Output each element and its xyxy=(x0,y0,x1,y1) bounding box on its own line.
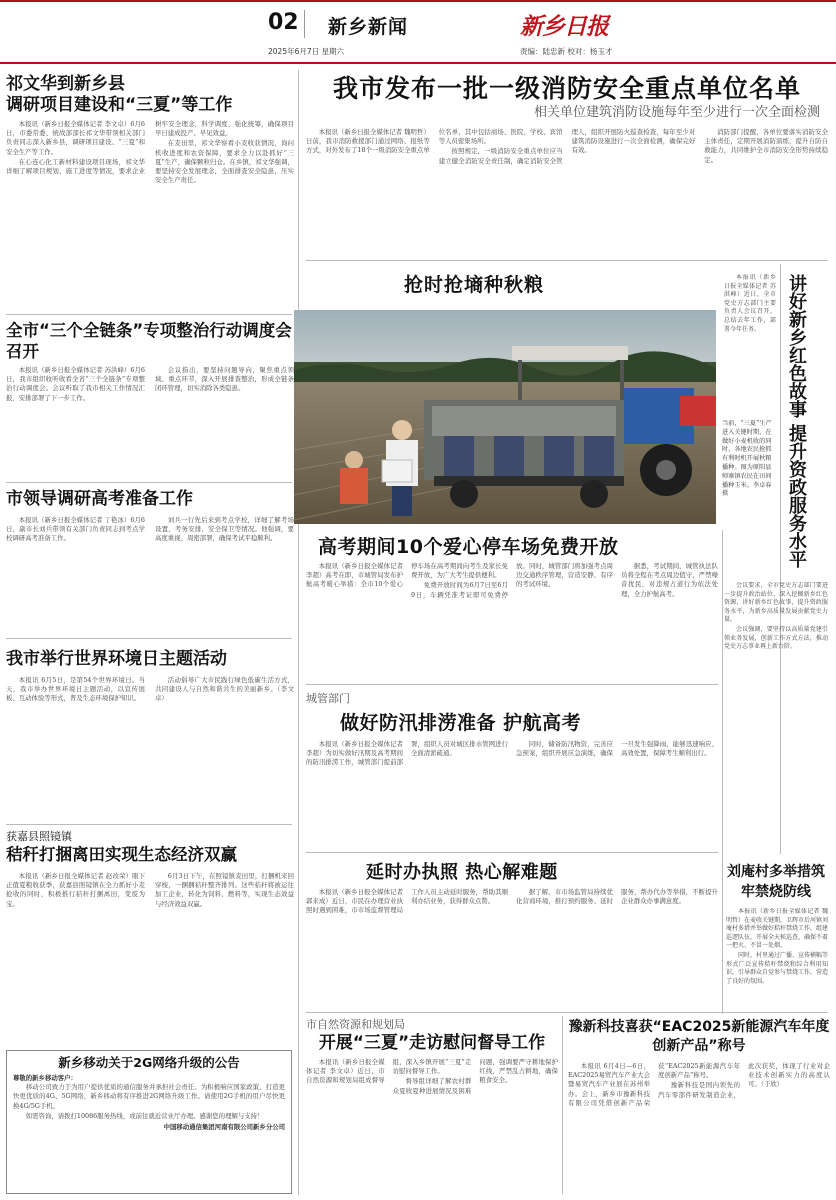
section-title: 新乡新闻 xyxy=(328,16,409,38)
date-line: 2025年6月7日 星期六 xyxy=(268,47,345,56)
article-flood-body xyxy=(306,740,718,846)
article-eac-para: 豫新科技是国内领先的汽车零部件研发制造企业，此次获奖，体现了行业对企业技术创新实力的高度认可。（于欣） xyxy=(658,1062,830,1099)
article-eac xyxy=(568,1018,830,1190)
divider xyxy=(6,314,292,315)
article-liu-title: 刘庵村多举措筑牢禁烧防线 xyxy=(727,864,825,900)
article-parking-para: 本报讯（新乡日报全媒体记者 李超）高考在即，市城管局发布护航高考暖心举措：全市10个爱心停车场在高考期间向考生及家长免费开放，为广大考生提供便利。 xyxy=(306,562,508,589)
divider xyxy=(306,1012,828,1013)
article-gaokao-lead-para: 刘兵一行先后来到考点学校，详细了解考场设置、考务安排、安全保卫等情况。他强调，要高度重视、周密部署，确保考试平稳顺利。 xyxy=(155,516,294,543)
article-gaokao-lead-title: 市领导调研高考准备工作 xyxy=(6,489,193,509)
article-fire-para: 消防部门提醒，各单位要落实消防安全主体责任，定期开展消防演练，提升自防自救能力，共同维护全市消防安全形势持续稳定。 xyxy=(704,128,828,164)
article-nature xyxy=(306,1018,558,1186)
article-service-body xyxy=(306,888,718,1006)
article-zhu-title-2: 调研项目建设和“三夏”等工作 xyxy=(6,95,233,115)
editor-credits: 责编：陆忠新 校对：杨玉才 xyxy=(520,47,613,56)
article-red-body xyxy=(724,274,776,414)
mobile-notice-para: 移动公司致力于为用户提供优质的通信服务并承担社会责任。为积极响应国家政策，打造更快更优质的4G、5G网络，新乡移动将有序推进2G网络升级工作。请使用2G手机的用户尽快更换4G/5G手机。 xyxy=(13,1083,285,1110)
mobile-notice-signature: 中国移动通信集团河南有限公司新乡分公司 xyxy=(163,1123,285,1132)
mobile-notice-para: 如需咨询，请拨打10086服务热线，或前往就近营业厅办理。感谢您的理解与支持！ xyxy=(25,1111,264,1120)
article-nature-title: 开展“三夏”走访慰问督导工作 xyxy=(318,1033,546,1053)
article-liu-body xyxy=(726,908,828,1010)
article-fire-para: 按照规定，一级消防安全重点单位应当建立健全消防安全责任制，确定消防安全管理人，组织开展防火巡查检查，每年至少对建筑消防设施进行一次全面检测，确保完好有效。 xyxy=(438,128,696,165)
article-red-para: 会议强调，要坚持以高质量党建引领业务发展，创新工作方式方法，推动党史方志事业再上新台阶。 xyxy=(724,625,828,651)
article-service-title: 延时办执照 热心解难题 xyxy=(366,862,558,883)
article-gaokao-lead-body xyxy=(6,516,294,636)
logo-text: 新乡日报 xyxy=(520,13,608,40)
divider xyxy=(306,852,718,853)
article-three-chain-title: 全市“三个全链条”专项整治行动调度会召开 xyxy=(6,321,292,361)
article-fire-body xyxy=(306,128,828,270)
article-huojia-body xyxy=(6,872,294,1050)
article-three-chain xyxy=(6,320,294,478)
article-env-day-body xyxy=(6,676,294,802)
masthead-separator xyxy=(304,10,305,38)
article-zhu-body xyxy=(6,120,294,310)
page-number: 02 xyxy=(268,10,299,35)
article-nature-para: 本报讯（新乡日报全媒体记者 李文卓）近日，市自然资源和规划局组成督导组，深入乡镇开展“三夏”走访慰问督导工作。 xyxy=(306,1058,472,1085)
divider xyxy=(306,684,718,685)
article-fire xyxy=(306,74,828,270)
article-nature-para: 督导组详细了解农村群众夏收夏种进展情况及困难问题，强调要严守耕地保护红线，严禁乱占耕地，确保粮食安全。 xyxy=(392,1058,558,1095)
article-nature-body xyxy=(306,1058,558,1186)
article-liu-para: 同时，村里通过广播、宣传横幅等形式广泛宣传秸秆禁烧和综合利用知识，引导群众自觉参与禁烧工作，营造了良好的氛围。 xyxy=(726,951,828,985)
article-service-para: 本报讯（新乡日报全媒体记者 郭来成）近日，市民在办理营业执照时遇到困难，市市场监督管理局工作人员主动延时服务，帮助其顺利办结业务，获得群众点赞。 xyxy=(306,888,508,915)
masthead-bottom-line xyxy=(0,62,836,64)
article-zhu-para: 本报讯（新乡日报全媒体记者 李文卓）6月6日，市委常委、统战部部长祁文华带领相关部门负责同志深入新乡县，调研项目建设、“三夏”和安全生产等工作。 xyxy=(6,120,145,156)
article-fire-subtitle: 相关单位建筑消防设施每年至少进行一次全面检测 xyxy=(533,105,820,120)
article-eac-body xyxy=(568,1062,830,1190)
column-divider xyxy=(722,530,723,1014)
article-eac-para: 本报讯 6月4日—6日，EAC2025易贸汽车产业大会暨易贸汽车产业展在苏州举办。会上，新乡市豫新科技有限公司凭借创新产品荣获“EAC2025新能源汽车年度创新产品”称号。 xyxy=(568,1062,740,1107)
article-huojia-title: 秸秆打捆离田实现生态经济双赢 xyxy=(6,845,237,864)
article-zhu-title-1: 祁文华到新乡县 xyxy=(6,74,125,94)
article-three-chain-para: 本报讯（新乡日报全媒体记者 苏洪峰）6月6日，我市组织收听收看全省“三个全链条”专项整治行动调度会。会议听取了我市相关工作情况汇报，安排部署了下一步工作。 xyxy=(6,366,145,402)
article-parking-title: 高考期间10个爱心停车场免费开放 xyxy=(318,536,619,558)
mobile-notice-title: 新乡移动关于2G网络升级的公告 xyxy=(58,1055,240,1070)
divider xyxy=(6,824,292,825)
article-fire-title: 我市发布一批一级消防安全重点单位名单 xyxy=(332,74,801,103)
column-divider xyxy=(562,1016,563,1194)
article-red-para: 本报讯（新乡日报全媒体记者 苏洪峰）近日，全市党史方志部门主要负责人会议召开，总结去年工作，部署今年任务。 xyxy=(724,274,776,333)
article-zhu-para: 在麦田里，祁文华察看小麦收获情况，询问机收进度和农资保障，要求全力以赴抓好“三夏”生产，确保颗粒归仓。在乡镇，祁文华强调，要坚持安全发展理念，全面排查安全隐患，压实安全生产责任。 xyxy=(155,139,294,185)
article-three-chain-para: 会议指出，要坚持问题导向，聚焦重点领域、重点环节，深入开展排查整治，形成全链条闭环管理，切实消除各类隐患。 xyxy=(155,366,294,393)
article-red-body-2 xyxy=(724,582,828,842)
divider xyxy=(6,638,292,639)
article-flood-kicker: 城管部门 xyxy=(306,692,350,705)
article-env-day-para: 本报讯 6月5日，是第54个世界环境日。当天，我市举办世界环境日主题活动，以宣传展板、互动体验等形式，普及生态环境保护知识。 xyxy=(6,676,145,703)
article-gaokao-lead-para: 本报讯（新乡日报全媒体记者 丁艳冰）6月6日，副市长刘兵带领有关部门负责同志到考点学校调研高考准备工作。 xyxy=(6,516,145,543)
harvest-caption: 当前，“三夏”生产进入关键时期，在做好小麦机收的同时，各地农民抢抓有利时机开展秋粮播种。图为原阳县师寨镇农民在田间播种玉米。李卓春 摄 xyxy=(722,420,772,498)
masthead-top-line xyxy=(0,0,836,2)
article-env-day-title: 我市举行世界环境日主题活动 xyxy=(6,649,227,669)
column-divider xyxy=(298,70,299,1195)
article-huojia xyxy=(6,830,294,1050)
article-parking-body xyxy=(306,562,718,680)
article-parking-para: 免费开放时间为6月7日至6月9日，车辆凭准考证即可免费停放。同时，城管部门将加强考点周边交通秩序管理，营造安静、有序的考试环境。 xyxy=(411,562,613,599)
newspaper-logo xyxy=(520,8,640,40)
article-env-day xyxy=(6,648,294,802)
divider xyxy=(306,260,828,261)
article-huojia-para: 本报讯（新乡日报全媒体记者 赵改荣）眼下正值夏粮收获季，获嘉县照镜镇在全力抓好小麦抢收的同时，积极推行秸秆打捆离田，变废为宝。 xyxy=(6,872,145,908)
mobile-notice-greeting: 尊敬的新乡移动客户： xyxy=(13,1074,77,1082)
article-parking-para: 据悉，考试期间，城管执法队员将全程在考点周边值守，严禁噪音扰民，对违规占道行为依法处理，全力护航高考。 xyxy=(621,562,718,598)
article-flood-para: 本报讯（新乡日报全媒体记者 李超）为切实做好汛期及高考期间的防汛排涝工作，城管部门提前部署，组织人员对城区排水管网进行全面清淤疏通。 xyxy=(306,740,508,767)
article-huojia-kicker: 获嘉县照镜镇 xyxy=(6,830,72,843)
article-service-para: 据了解，市市场监管局持续优化营商环境，推行预约服务、延时服务、帮办代办等举措，不断提升企业群众办事满意度。 xyxy=(516,888,718,906)
article-red-title: 讲好新乡红色故事 提升资政服务水平 xyxy=(786,274,807,569)
article-huojia-para: 6月3日下午，在照镜镇麦田里，打捆机来回穿梭，一捆捆秸秆整齐排列。这些秸秆将被运往加工企业，转化为饲料、燃料等，实现生态效益与经济效益双赢。 xyxy=(155,872,294,908)
article-flood-title: 做好防汛排涝准备 护航高考 xyxy=(340,712,582,734)
article-zhu-para: 在心连心化工新材料建设项目现场，祁文华详细了解项目规划、施工进度等情况，要求企业树牢安全理念，科学调度、强化统筹，确保项目早日建成投产、早见效益。 xyxy=(6,120,294,176)
divider xyxy=(6,482,292,483)
article-harvest-title: 抢时抢墒种秋粮 xyxy=(404,274,545,296)
article-liu-para: 本报讯（新乡日报全媒体记者 魏明哲）在麦收关键期，卫辉市后河镇刘庵村多措并举做好秸秆禁烧工作，组建巡逻队伍，开展全天候巡查，确保不着一把火、不冒一处烟。 xyxy=(726,908,828,950)
mobile-notice-body xyxy=(13,1074,285,1132)
article-zhu xyxy=(6,74,294,310)
article-nature-kicker: 市自然资源和规划局 xyxy=(306,1018,405,1031)
article-env-day-para: 活动倡导广大市民践行绿色低碳生活方式，共同建设人与自然和谐共生的美丽新乡。（李文卓） xyxy=(155,676,294,703)
tractor-seeder-image xyxy=(294,310,716,524)
harvest-photo xyxy=(294,310,716,524)
article-red-para: 会议要求，全市党史方志部门要进一步提升政治站位，深入挖掘新乡红色资源，讲好新乡红色故事，提升资政服务水平，为新乡高质量发展贡献党史力量。 xyxy=(724,582,828,624)
article-gaokao-lead xyxy=(6,488,294,636)
mobile-notice xyxy=(6,1050,292,1194)
article-fire-para: 本报讯（新乡日报全媒体记者 魏明哲）日前，我市消防救援部门通过网络、报纸等方式，对外发布了18个一级消防安全重点单位名单，其中包括商场、医院、学校、宾馆等人员密集场所。 xyxy=(306,128,563,155)
article-three-chain-body xyxy=(6,366,294,478)
article-flood-para: 同时，储备防汛物资，完善应急预案，组织开展应急演练，确保一旦发生强降雨，能够迅速响应、高效处置，保障考生顺利出行。 xyxy=(516,740,718,758)
article-eac-title: 豫新科技喜获“EAC2025新能源汽车年度创新产品”称号 xyxy=(568,1019,830,1054)
